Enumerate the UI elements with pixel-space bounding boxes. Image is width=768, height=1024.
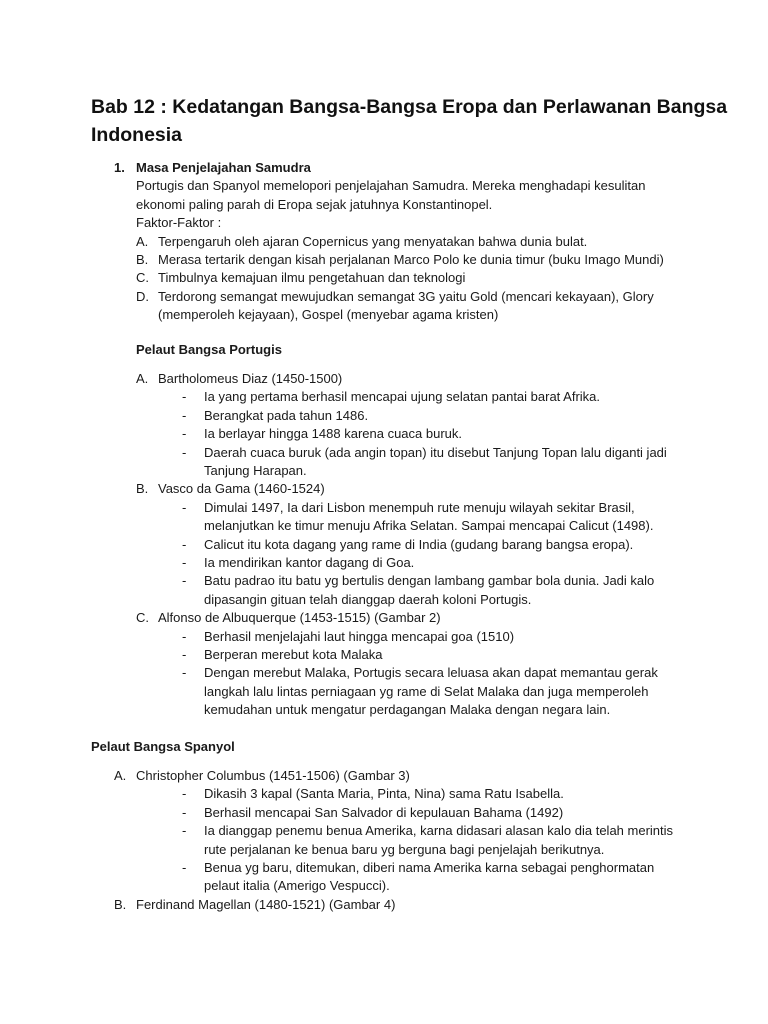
list-item-text: Terdorong semangat mewujudkan semangat 3G yaitu Gold (mencari kekayaan), Glory [158,288,654,304]
bullet-dash: - [182,389,187,405]
section-heading-portugis: Pelaut Bangsa Portugis [136,342,282,357]
bullet-text: Calicut itu kota dagang yang rame di India (gudang barang bangsa eropa). [204,536,634,552]
explorer-name: Alfonso de Albuquerque (1453-1515) (Gambar 2) [158,610,441,626]
bullet-dash: - [182,804,187,820]
list-item-text: Timbulnya kemajuan ilmu pengetahuan dan teknologi [158,270,466,286]
bullet-dash: - [182,407,187,423]
explorer-name: Christopher Columbus (1451-1506) (Gambar 3) [136,768,410,783]
paragraph-line: ekonomi paling parah di Eropa sejak jatuhnya Konstantinopel. [136,196,493,212]
bullet-dash: - [182,647,187,662]
bullet-text: Berangkat pada tahun 1486. [204,407,369,423]
bullet-text: dipasangin gituan telah dianggap daerah koloni Portugis. [204,591,532,607]
list-marker: B. [136,252,149,267]
list-marker: B. [114,896,127,912]
bullet-text: Berhasil mencapai San Salvador di kepulauan Bahama (1492) [204,804,564,820]
bullet-dash: - [182,628,187,644]
bullet-dash: - [182,786,187,802]
factors-label: Faktor-Faktor : [136,215,222,231]
bullet-text: Dikasih 3 kapal (Santa Maria, Pinta, Nina) sama Ratu Isabella. [204,786,564,802]
list-marker: A. [114,768,127,783]
explorer-name: Vasco da Gama (1460-1524) [158,481,325,497]
bullet-text: Ia yang pertama berhasil mencapai ujung selatan pantai barat Afrika. [204,389,601,405]
list-marker: D. [136,288,149,304]
list-item-text: Terpengaruh oleh ajaran Copernicus yang menyatakan bahwa dunia bulat. [158,233,588,249]
bullet-text: Dimulai 1497, Ia dari Lisbon menempuh rute menuju wilayah sekitar Brasil, [204,499,635,515]
bullet-text: pelaut italia (Amerigo Vespucci). [204,878,390,894]
bullet-text: langkah lalu lintas perniagaan yg rame di Selat Malaka dan juga memperoleh [204,683,649,699]
bullet-text: Batu padrao itu batu yg bertulis dengan lambang gambar bola dunia. Jadi kalo [204,573,655,589]
list-marker: C. [136,270,149,286]
bullet-dash: - [182,823,187,839]
bullet-dash: - [182,444,187,460]
bullet-text: Daerah cuaca buruk (ada angin topan) itu disebut Tanjung Topan lalu diganti jadi [204,444,667,460]
bullet-text: Berperan merebut kota Malaka [204,647,383,662]
bullet-dash: - [182,536,187,552]
chapter-title: Bab 12 : Kedatangan Bangsa-Bangsa Eropa dan Perlawanan Bangsa Indonesia [91,96,728,146]
bullet-dash: - [182,665,187,681]
bullet-text: kemudahan untuk mengatur perdagangan Malaka dengan negara lain. [204,702,611,718]
list-marker: B. [136,481,149,497]
explorer-name: Bartholomeus Diaz (1450-1500) [158,371,343,386]
bullet-dash: - [182,426,187,442]
bullet-text: Ia dianggap penemu benua Amerika, karna didasari alasan kalo dia telah merintis [204,823,674,839]
section-heading-spanyol: Pelaut Bangsa Spanyol [91,739,235,754]
bullet-text: Ia mendirikan kantor dagang di Goa. [204,555,415,570]
bullet-dash: - [182,573,187,589]
bullet-text: Dengan merebut Malaka, Portugis secara leluasa akan dapat memantau gerak [204,665,658,681]
list-marker: A. [136,371,149,386]
bullet-dash: - [182,860,187,875]
bullet-dash: - [182,499,187,515]
bullet-text: melanjutkan ke timur menuju Afrika Selatan. Sampai mencapai Calicut (1498). [204,518,654,534]
bullet-text: rute perjalanan ke benua baru yg berguna bagi penjelajah berikutnya. [204,841,605,857]
bullet-text: Ia berlayar hingga 1488 karena cuaca buruk. [204,426,463,442]
section-heading: Masa Penjelajahan Samudra [136,160,311,175]
bullet-text: Berhasil menjelajahi laut hingga mencapai goa (1510) [204,628,515,644]
bullet-dash: - [182,555,187,570]
list-item-text: (memperoleh kejayaan), Gospel (menyebar agama kristen) [158,307,499,323]
list-marker: A. [136,233,149,249]
section-number: 1. [114,160,125,175]
bullet-text: Tanjung Harapan. [204,463,307,478]
paragraph-line: Portugis dan Spanyol memelopori penjelajahan Samudra. Mereka menghadapi kesulitan [136,178,646,194]
list-item-text: Merasa tertarik dengan kisah perjalanan Marco Polo ke dunia timur (buku Imago Mundi) [158,252,664,267]
bullet-text: Benua yg baru, ditemukan, diberi nama Amerika karna sebagai penghormatan [204,860,655,875]
list-marker: C. [136,610,149,626]
explorer-name: Ferdinand Magellan (1480-1521) (Gambar 4) [136,896,396,912]
